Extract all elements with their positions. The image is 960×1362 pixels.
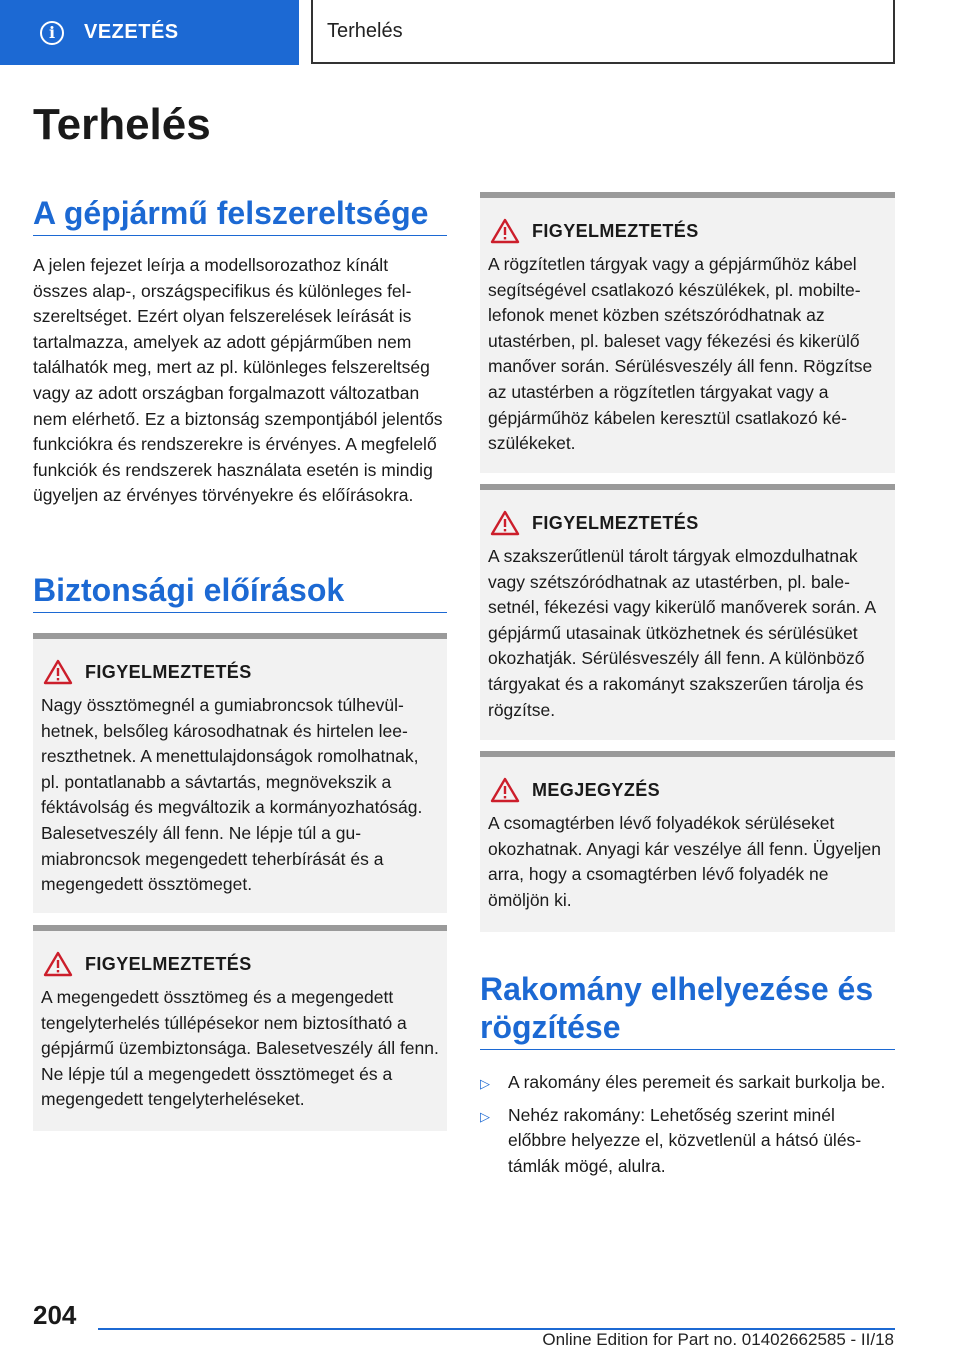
cargo-bullet-list xyxy=(480,1070,895,1185)
breadcrumb-label: Terhelés xyxy=(327,19,403,42)
section-tab-label: VEZETÉS xyxy=(84,21,179,43)
safety-heading: Biztonsági előírások xyxy=(33,571,447,613)
info-icon: i xyxy=(40,21,64,45)
warning-text: Nagy össztömegnél a gumiabroncsok túlhevülhetnek, belsőleg károsodhatnak és hirtelen leereszthetnek. A menettulajdonságok romolhatnak, pl. pontatlanabb a sávtartás, megnövekszik a féktávolság és megváltozik a kormányozhatóság. Balesetveszély áll fenn. Ne lépje túl a gumiabroncsok megengedett teherbírását és a megengedett össztömeget. xyxy=(41,695,423,895)
equipment-paragraph: A jelen fejezet leírja a modellsorozathoz kínált összes alap-, országspecifikus és különleges felszereltséget. Ezért olyan felszerelések leírását is tartalmazza, amelyek az adott gépjárműben nem találhatók meg, mert az pl. különleges felszereltség vagy az adott országban forgalmazott változatban nem elérhető. Ez a biztonság szempontjából jelentős funkciókra és rendszerekre is érvényes. A megfelelő funkciók és rendszerek használata esetén is mindig ügyeljen az érvényes törvényekre és előírásokra. xyxy=(33,255,443,506)
bullet-triangle-icon: ▷ xyxy=(480,1108,490,1124)
warning-box-tires xyxy=(33,633,447,913)
breadcrumb xyxy=(311,0,895,64)
bullet-triangle-icon: ▷ xyxy=(480,1076,490,1091)
warning-triangle-icon xyxy=(43,659,73,685)
warning-title: FIGYELMEZTETÉS xyxy=(85,661,252,682)
bullet-text: A rakomány éles peremeit és sarkait burkolja be. xyxy=(508,1072,886,1092)
list-item xyxy=(480,1103,895,1180)
page-title: Terhelés xyxy=(33,100,211,149)
warning-triangle-icon xyxy=(43,951,73,977)
warning-triangle-icon xyxy=(490,218,520,244)
warning-text: A megengedett össztömeg és a megengedett tengelyterhelés túllépésekor nem biztosítható a gépjármű üzembiztonsága. Balesetveszély áll fenn. Ne lépje túl a megengedett össztömeget és a megengedett tengelyterheléseket. xyxy=(41,987,439,1110)
warning-title: FIGYELMEZTETÉS xyxy=(85,953,252,974)
footer-edition: Online Edition for Part no. 01402662585 - II/18 xyxy=(542,1330,894,1349)
note-title: MEGJEGYZÉS xyxy=(532,779,661,800)
cargo-heading: Rakomány elhelyezése és rögzítése xyxy=(480,970,895,1050)
warning-triangle-icon xyxy=(490,777,520,803)
equipment-heading: A gépjármű felszereltsége xyxy=(33,194,447,236)
warning-title: FIGYELMEZTETÉS xyxy=(532,220,699,241)
section-tab[interactable] xyxy=(0,0,299,65)
note-text: A csomagtérben lévő folyadékok sérüléseket okozhatnak. Anyagi kár veszélye áll fenn. Ügyeljen arra, hogy a csomagtérben lévő folyadék ne ömöljön ki. xyxy=(488,813,882,910)
warning-text: A szakszerűtlenül tárolt tárgyak elmozdulhatnak vagy szétszóródhatnak az utastérben, pl. balesetnél, fékezési vagy kikerülő manőverek során. A gépjármű utasainak ütközhetnek és sérülésüket okozhatják. Sérülésveszély áll fenn. A különböző tárgyakat és a rakományt szakszerűen tárolja és rögzítse. xyxy=(488,546,876,720)
warning-triangle-icon xyxy=(490,510,520,536)
note-box-liquids xyxy=(480,751,895,932)
warning-text: A rögzítetlen tárgyak vagy a gépjárműhöz kábel segítségével csatlakozó készülékek, pl. mobiltelefonok menet közben szétszóródhatnak az utastérben, pl. baleset vagy fékezési és kikerülő manőver során. Sérülésveszély áll fenn. Rögzítse az utastérben a rögzítetlen tárgyakat vagy a gépjárműhöz kábelen keresztül csatlakozó készülékeket. xyxy=(488,254,873,454)
warning-box-stored-objects xyxy=(480,484,895,740)
warning-box-loose-objects xyxy=(480,192,895,473)
warning-title: FIGYELMEZTETÉS xyxy=(532,512,699,533)
page-number: 204 xyxy=(33,1300,77,1330)
bullet-text: Nehéz rakomány: Lehetőség szerint minél előbbre helyezze el, közvetlenül a hátsó üléstámlák mögé, alulra. xyxy=(508,1104,862,1176)
warning-box-weight xyxy=(33,925,447,1131)
list-item xyxy=(480,1070,895,1097)
